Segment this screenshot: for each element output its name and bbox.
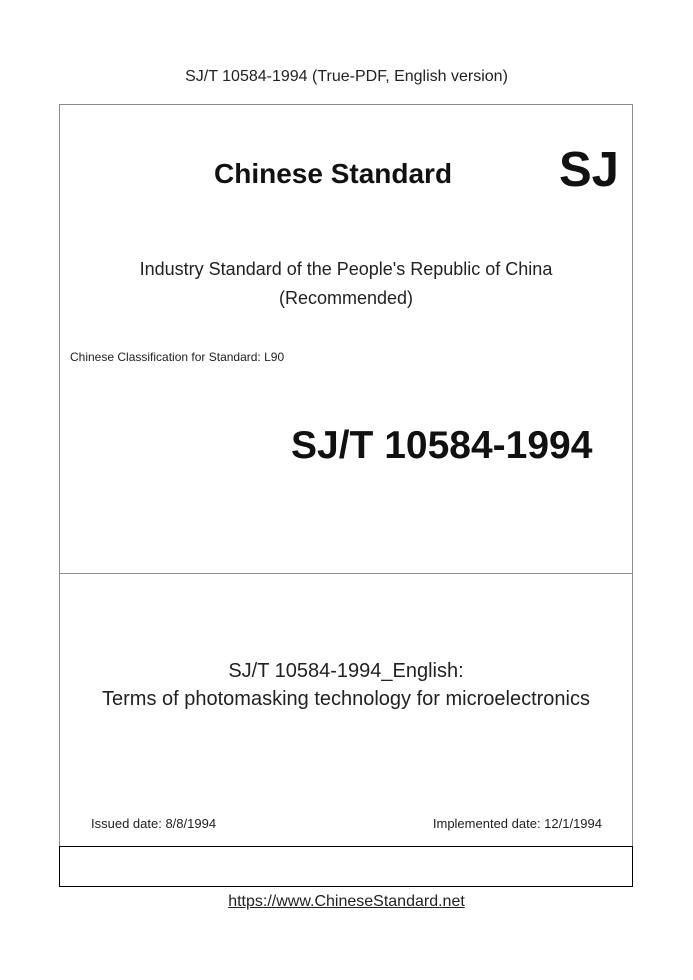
english-title: SJ/T 10584-1994_English: [228, 660, 464, 682]
standard-number: SJ/T 10584-1994 [291, 424, 593, 467]
cover-footer-box [59, 846, 633, 887]
standard-mark: SJ [559, 143, 619, 197]
industry-standard-line: Industry Standard of the People's Republic of China [139, 259, 553, 279]
issued-date: Issued date: 8/8/1994 [91, 816, 217, 831]
cover-title: Chinese Standard [214, 158, 453, 189]
page-header: SJ/T 10584-1994 (True-PDF, English version) [185, 68, 508, 85]
recommended-label: (Recommended) [278, 288, 414, 308]
classification-text: Chinese Classification for Standard: L90 [70, 350, 285, 364]
english-subtitle: Terms of photomasking technology for microelectronics [102, 688, 590, 710]
implemented-date: Implemented date: 12/1/1994 [432, 816, 602, 831]
website-link[interactable]: https://www.ChineseStandard.net [228, 893, 465, 910]
